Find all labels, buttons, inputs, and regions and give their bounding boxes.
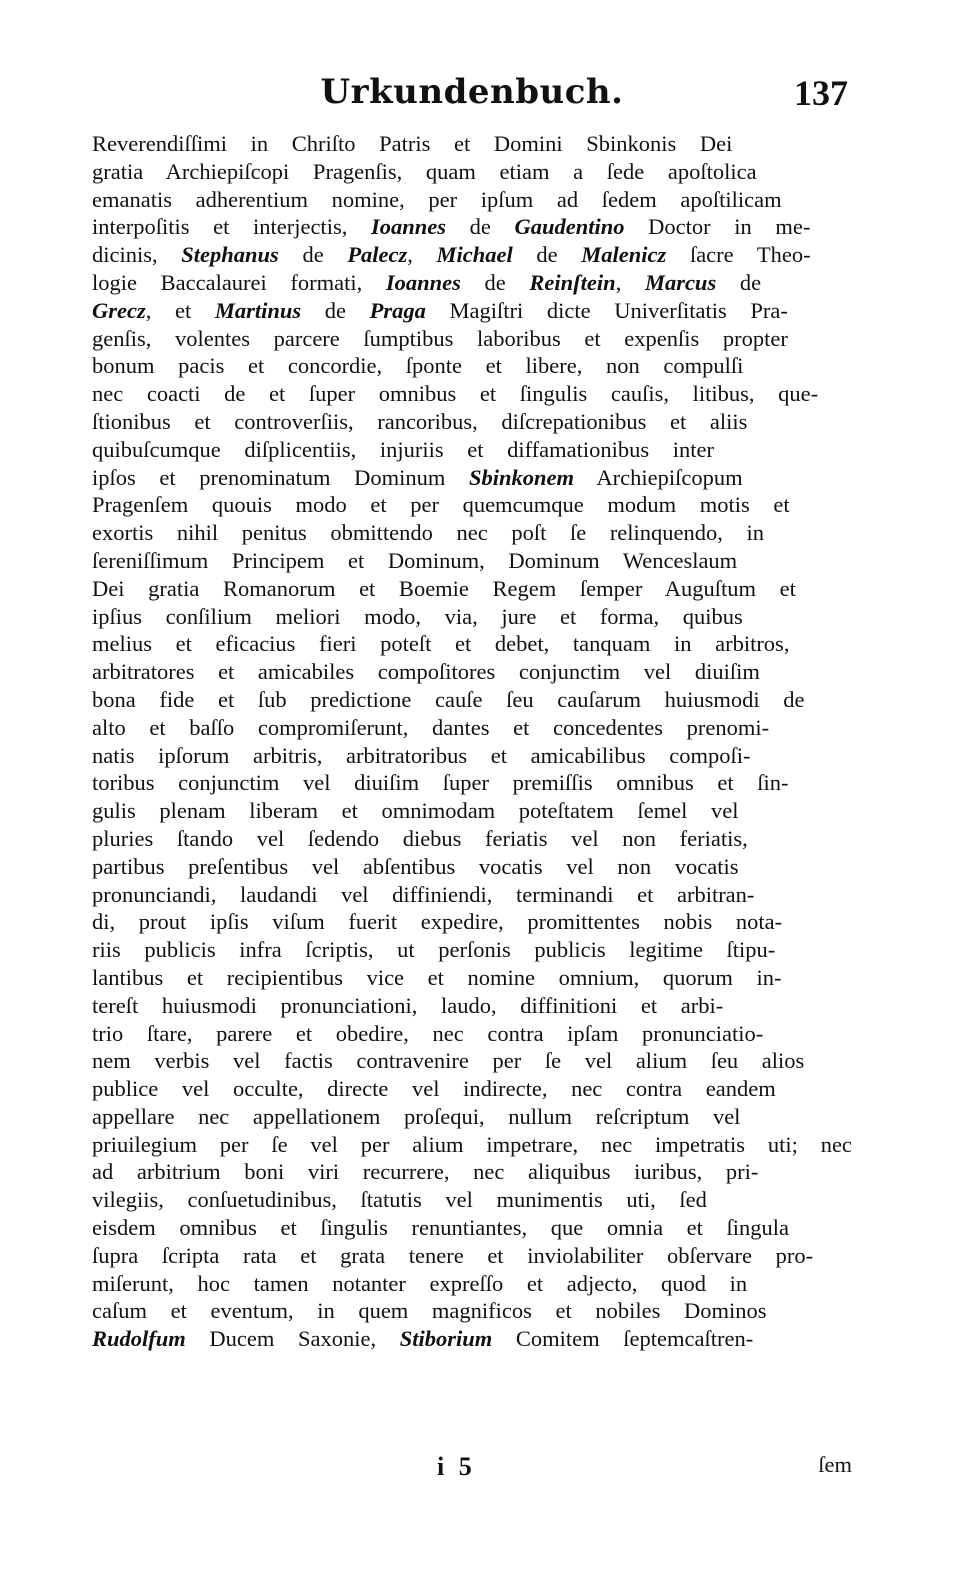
text-run: dicinis, <box>92 242 182 268</box>
text-run: Reverendiſſimi in Chriſto Patris et Domini Sbinkonis Dei <box>92 131 733 156</box>
text-line <box>92 130 852 158</box>
text-run: appellare nec appellationem proſequi, nullum reſcriptum vel <box>92 1103 741 1129</box>
text-line <box>92 269 852 297</box>
catchword: ſem <box>818 1452 852 1477</box>
italic-name: Stephanus <box>181 242 279 268</box>
text-line <box>92 630 852 658</box>
text-line <box>92 1186 852 1214</box>
text-line <box>92 1103 852 1131</box>
text-run: ſereniſſimum Principem et Dominum, Dominum Wenceslaum <box>92 547 738 573</box>
text-run: gulis plenam liberam et omnimodam poteſtatem ſemel vel <box>92 798 739 824</box>
text-run: de <box>278 242 348 268</box>
text-run: ſacre Theo- <box>666 242 811 268</box>
italic-name: Grecz <box>92 297 146 323</box>
text-run: interpoſitis et interjectis, <box>92 214 371 240</box>
text-line <box>92 491 852 519</box>
text-run: , et <box>145 297 215 323</box>
text-run: de <box>460 269 530 295</box>
italic-name: Gaudentino <box>514 214 625 240</box>
italic-name: Stiborium <box>399 1326 493 1352</box>
text-line <box>92 297 852 325</box>
signature-mark: i 5 <box>437 1452 476 1481</box>
text-line <box>92 853 852 881</box>
italic-name: Praga <box>369 297 426 323</box>
text-run: publice vel occulte, directe vel indirecte, nec contra eandem <box>92 1076 776 1102</box>
text-line <box>92 241 852 269</box>
text-line <box>92 436 852 464</box>
text-line <box>92 714 852 742</box>
italic-name: Martinus <box>214 297 302 323</box>
text-run: emanatis adherentium nomine, per ipſum ad ſedem apoſtilicam <box>92 186 782 212</box>
italic-name: Rudolfum <box>92 1326 186 1352</box>
text-run: melius et eficacius fieri poteſt et debet, tanquam in arbitros, <box>92 631 790 657</box>
text-run: genſis, volentes parcere ſumptibus laboribus et expenſis propter <box>92 325 788 351</box>
text-run: ipſius conſilium meliori modo, via, jure et forma, quibus <box>92 603 743 629</box>
text-line <box>92 797 852 825</box>
text-line <box>92 1075 852 1103</box>
text-line <box>92 742 852 770</box>
text-line <box>92 1158 852 1186</box>
text-line <box>92 213 852 241</box>
text-run: ipſos et prenominatum Dominum <box>92 464 469 490</box>
text-line <box>92 1214 852 1242</box>
text-run: exortis nihil penitus obmittendo nec poſt ſe relinquendo, in <box>92 520 765 546</box>
text-run: lantibus et recipientibus vice et nomine omnium, quorum in- <box>92 964 782 990</box>
text-run: ſupra ſcripta rata et grata tenere et inviolabiliter obſervare pro- <box>92 1242 814 1268</box>
text-line <box>92 603 852 631</box>
text-run: , <box>615 269 645 295</box>
text-run: vilegiis, conſuetudinibus, ſtatutis vel munimentis uti, ſed <box>92 1187 707 1213</box>
text-line <box>92 547 852 575</box>
text-line <box>92 769 852 797</box>
text-run: natis ipſorum arbitris, arbitratoribus et amicabilibus compoſi- <box>92 742 751 768</box>
text-run: tereſt huiusmodi pronunciationi, laudo, diffinitioni et arbi- <box>92 992 724 1018</box>
italic-name: Reinſtein <box>529 269 616 295</box>
italic-name: Palecz <box>347 242 408 268</box>
text-run: Magiſtri dicte Univerſitatis Pra- <box>425 297 788 323</box>
text-run: de <box>512 242 582 268</box>
text-run: eisdem omnibus et ſingulis renuntiantes, que omnia et ſingula <box>92 1215 790 1241</box>
text-run: caſum et eventum, in quem magnificos et nobiles Dominos <box>92 1298 767 1324</box>
text-line <box>92 1270 852 1298</box>
text-run: de <box>301 297 370 323</box>
text-run: Archiepiſcopum <box>574 464 743 490</box>
text-run: miſerunt, hoc tamen notanter expreſſo et adjecto, quod in <box>92 1270 748 1296</box>
text-line <box>92 464 852 492</box>
text-run: riis publicis infra ſcriptis, ut perſonis publicis legitime ſtipu- <box>92 937 776 963</box>
page-footer <box>92 1452 852 1486</box>
page-number: 137 <box>794 73 848 113</box>
text-line <box>92 964 852 992</box>
text-line <box>92 1297 852 1325</box>
text-line <box>92 408 852 436</box>
text-line <box>92 325 852 353</box>
italic-name: Ioannes <box>370 214 446 240</box>
text-run: Ducem Saxonie, <box>185 1326 400 1352</box>
text-run: ſtionibus et controverſiis, rancoribus, diſcrepationibus et aliis <box>92 408 748 434</box>
text-line <box>92 992 852 1020</box>
text-run: nem verbis vel factis contravenire per ſe vel alium ſeu alios <box>92 1048 805 1074</box>
text-run: gratia Archiepiſcopi Pragenſis, quam etiam a ſede apoſtolica <box>92 158 757 184</box>
text-run: toribus conjunctim vel diuiſim ſuper premiſſis omnibus et ſin- <box>92 770 789 796</box>
text-run: bonum pacis et concordie, ſponte et libere, non compulſi <box>92 353 744 379</box>
text-run: di, prout ipſis viſum fuerit expedire, promittentes nobis nota- <box>92 909 783 935</box>
text-line <box>92 1325 852 1353</box>
text-line <box>92 519 852 547</box>
text-run: Doctor in me- <box>624 214 811 240</box>
text-run: , <box>407 242 437 268</box>
text-line <box>92 1131 852 1159</box>
body-text <box>92 130 852 1353</box>
text-line <box>92 352 852 380</box>
text-line <box>92 881 852 909</box>
text-line <box>92 1047 852 1075</box>
italic-name: Marcus <box>644 269 717 295</box>
text-run: priuilegium per ſe vel per alium impetrare, nec impetratis uti; nec <box>92 1131 852 1157</box>
text-run: de <box>716 269 762 295</box>
text-line <box>92 158 852 186</box>
text-line <box>92 1242 852 1270</box>
text-line <box>92 686 852 714</box>
text-line <box>92 658 852 686</box>
text-run: de <box>445 214 515 240</box>
text-line <box>92 825 852 853</box>
text-run: arbitratores et amicabiles compoſitores conjunctim vel diuiſim <box>92 659 760 685</box>
page-header <box>92 72 852 122</box>
text-line <box>92 575 852 603</box>
text-run: pronunciandi, laudandi vel diffiniendi, terminandi et arbitran- <box>92 881 755 907</box>
text-run: nec coacti de et ſuper omnibus et ſingulis cauſis, litibus, que- <box>92 381 819 407</box>
italic-name: Michael <box>436 242 513 268</box>
text-line <box>92 936 852 964</box>
text-run: quibuſcumque diſplicentiis, injuriis et diffamationibus inter <box>92 436 715 462</box>
text-line <box>92 380 852 408</box>
text-run: bona fide et ſub predictione cauſe ſeu cauſarum huiusmodi de <box>92 686 805 712</box>
text-run: Dei gratia Romanorum et Boemie Regem ſemper Auguſtum et <box>92 575 796 601</box>
text-run: partibus preſentibus vel abſentibus vocatis vel non vocatis <box>92 853 739 879</box>
text-line <box>92 186 852 214</box>
text-line <box>92 1020 852 1048</box>
italic-name: Sbinkonem <box>468 464 575 490</box>
text-run: logie Baccalaurei formati, <box>92 269 386 295</box>
text-run: Pragenſem quouis modo et per quemcumque modum motis et <box>92 492 790 518</box>
text-run: alto et baſſo compromiſerunt, dantes et concedentes prenomi- <box>92 714 770 740</box>
text-run: trio ſtare, parere et obedire, nec contra ipſam pronunciatio- <box>92 1020 764 1046</box>
text-line <box>92 908 852 936</box>
italic-name: Ioannes <box>385 269 461 295</box>
text-run: pluries ſtando vel ſedendo diebus feriatis vel non feriatis, <box>92 825 748 851</box>
text-run: ad arbitrium boni viri recurrere, nec aliquibus iuribus, pri- <box>92 1159 759 1185</box>
running-title: Urkundenbuch. <box>320 72 624 112</box>
italic-name: Malenicz <box>581 242 667 268</box>
text-run: Comitem ſeptemcaſtren- <box>492 1326 754 1352</box>
